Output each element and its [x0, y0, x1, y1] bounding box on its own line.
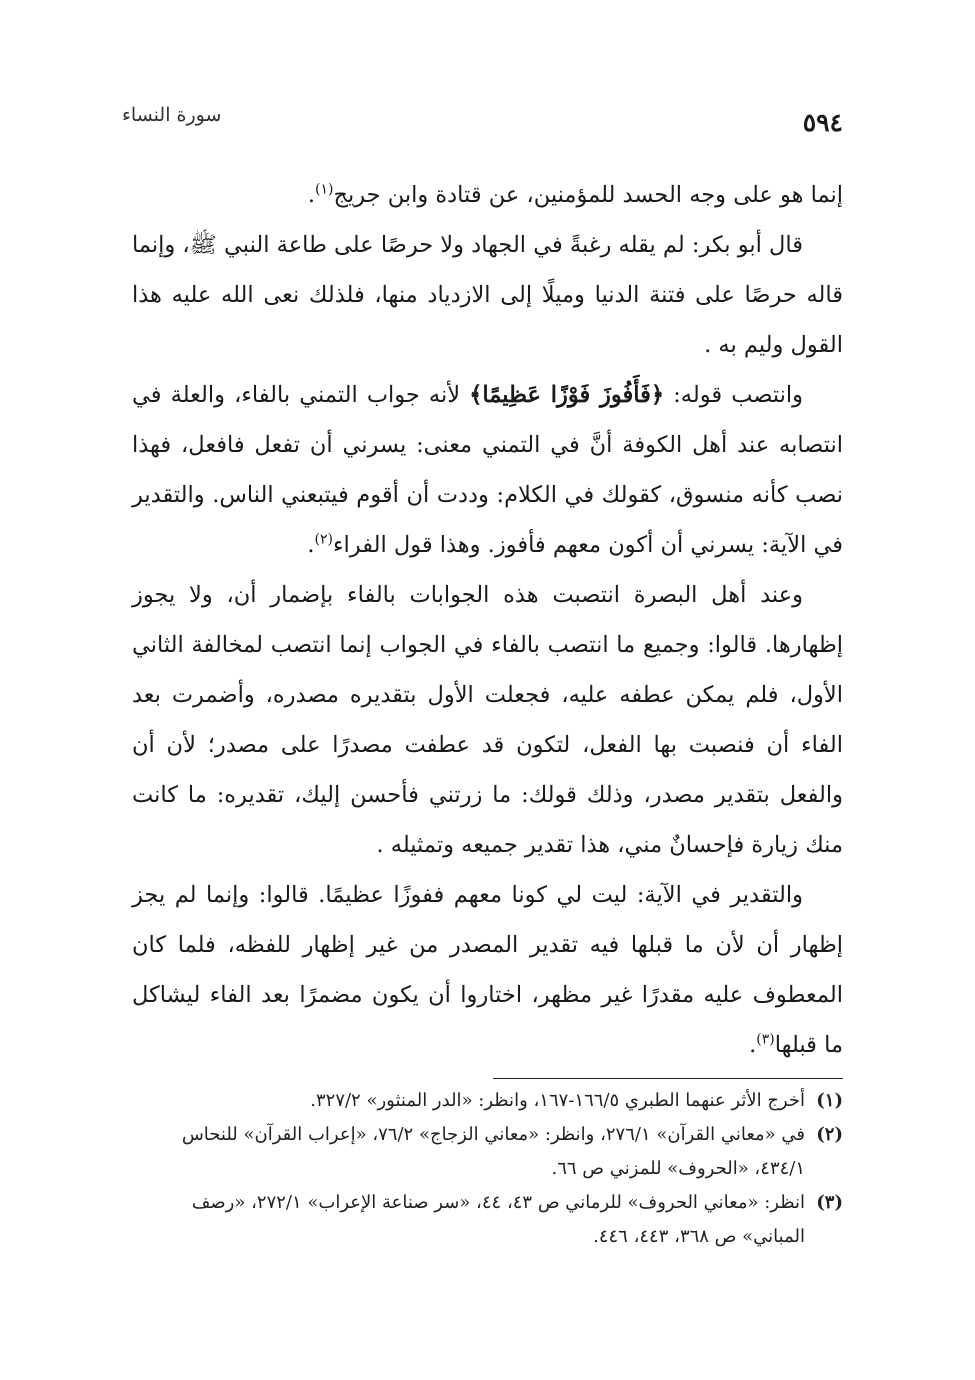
footnote-divider [493, 1078, 843, 1079]
footnote-number: (٣) [816, 1192, 843, 1213]
main-text [132, 170, 843, 1070]
footnote-1 [132, 1084, 843, 1118]
paragraph-5 [132, 870, 843, 1070]
page-number: ٥٩٤ [802, 108, 843, 137]
footnotes [132, 1084, 843, 1254]
paragraph-text: إنما هو على وجه الحسد للمؤمنين، عن قتادة وابن جريج [333, 182, 843, 208]
paragraph-text: وعند أهل البصرة انتصبت هذه الجوابات بالفاء بإضمار أن، ولا يجوز إظهارها. قالوا: وجميع ما انتصب بالفاء في الجواب إنما انتصب لمخالفة الثاني الأول، فلم يمكن عطفه عليه، فجعلت الأول بتقديره مصدره، وأضمرت بعد الفاء أن فنصبت بها الفعل، لتكون قد عطفت مصدرًا على مصدر؛ لأن أن والفعل بتقدير مصدر، وذلك قولك: ما زرتني فأحسن إليك، تقديره: ما كانت منك زيارة فإحسانٌ مني، هذا تقدير جميعه وتمثيله . [132, 582, 843, 858]
footnote-ref-3[interactable]: (٣) [756, 1031, 775, 1048]
paragraph-lead: وانتصب قوله: [664, 382, 803, 408]
footnote-text: أخرج الأثر عنهما الطبري ١٦٦/٥-١٦٧، وانظر: «الدر المنثور» ٣٢٧/٢. [310, 1090, 805, 1111]
footnote-2 [132, 1118, 843, 1186]
paragraph-text: لأنه جواب التمني بالفاء، والعلة في انتصابه عند أهل الكوفة أنَّ في التمني معنى: يسرني أن تفعل فافعل، فهذا نصب كأنه منسوق، كقولك في الكلام: وددت أن أقوم فيتبعني الناس. والتقدير في الآية: يسرني أن أكون معهم فأفوز. وهذا قول الفراء [132, 382, 843, 558]
quran-verse: ﴿فَأَفُوزَ فَوْزًا عَظِيمًا﴾ [469, 382, 665, 408]
footnote-text: في «معاني القرآن» ٢٧٦/١، وانظر: «معاني الزجاج» ٧٦/٢، «إعراب القرآن» للنحاس ٤٣٤/١، «الحروف» للمزني ص ٦٦. [181, 1124, 805, 1179]
paragraph-4 [132, 570, 843, 870]
paragraph-text: قال أبو بكر: لم يقله رغبةً في الجهاد ولا حرصًا على طاعة النبي ﷺ، وإنما قاله حرصًا على فتنة الدنيا وميلًا إلى الازدياد منها، فلذلك نعى الله عليه هذا القول وليم به . [132, 232, 843, 358]
footnote-ref-1[interactable]: (١) [314, 181, 334, 198]
paragraph-1 [132, 170, 843, 220]
paragraph-end: . [749, 1032, 757, 1058]
paragraph-end: . [307, 182, 315, 208]
running-title: سورة النساء [122, 104, 222, 126]
footnote-3 [132, 1186, 843, 1254]
footnote-ref-2[interactable]: (٢) [314, 531, 333, 548]
page-header [122, 102, 843, 142]
paragraph-2 [132, 220, 843, 370]
footnote-text: انظر: «معاني الحروف» للرماني ص ٤٣، ٤٤، «سر صناعة الإعراب» ٢٧٢/١، «رصف المباني» ص ٣٦٨، ٤٤٣، ٤٤٦. [191, 1192, 805, 1247]
paragraph-3 [132, 370, 843, 570]
paragraph-text: والتقدير في الآية: ليت لي كونا معهم ففوزًا عظيمًا. قالوا: وإنما لم يجز إظهار أن لأن ما قبلها فيه تقدير المصدر من غير إظهار للفظه، فلما كان المعطوف عليه مقدرًا غير مظهر، اختاروا أن يكون مضمرًا بعد الفاء ليشاكل ما قبلها [132, 882, 843, 1058]
paragraph-end: . [307, 532, 315, 558]
footnote-number: (١) [816, 1090, 843, 1111]
footnote-number: (٢) [816, 1124, 843, 1145]
